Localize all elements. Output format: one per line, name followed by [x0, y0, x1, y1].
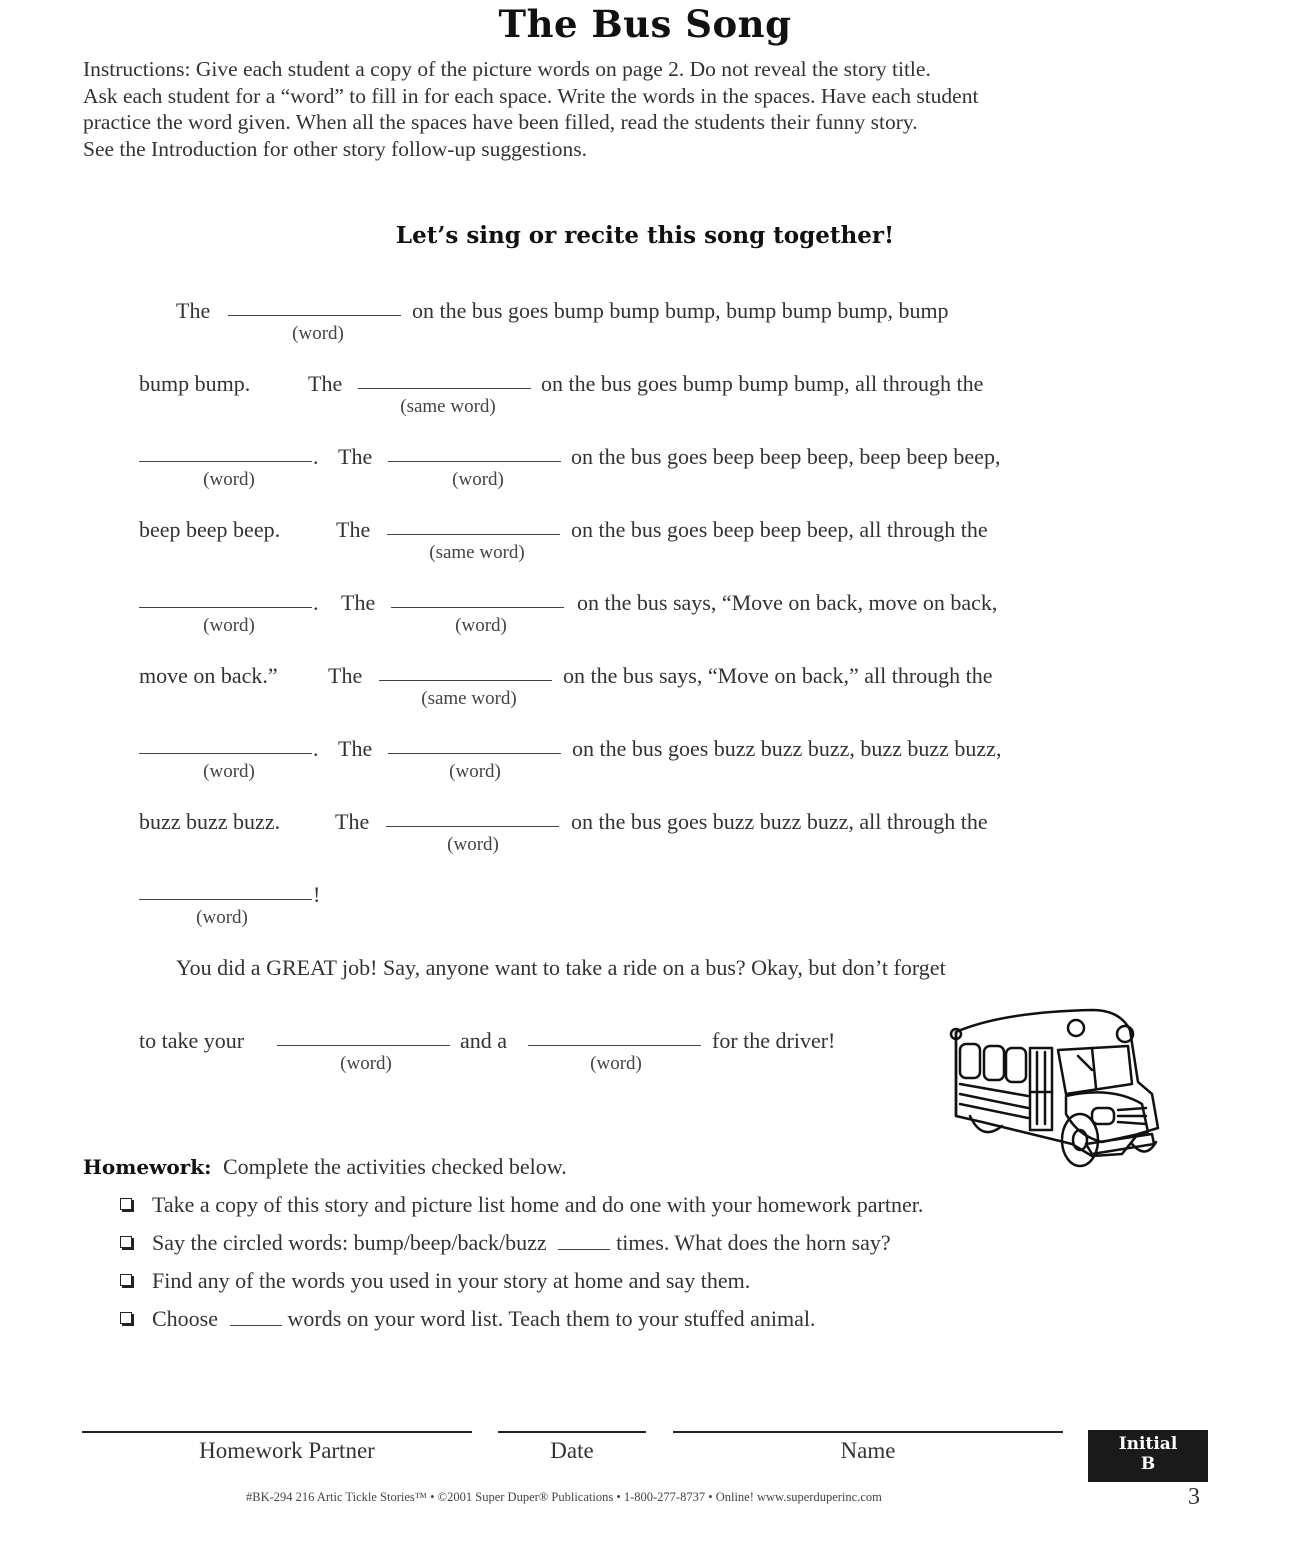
word-blank[interactable]: [387, 534, 560, 535]
homework-item: [120, 1268, 750, 1294]
instructions-line: Instructions: Give each student a copy of the picture words on page 2. Do not reveal the story title.: [83, 57, 931, 81]
homework-item-text: Choose: [152, 1306, 218, 1331]
story-text: beep beep beep.: [139, 517, 281, 542]
story-text: The: [336, 517, 371, 542]
story-text: The: [308, 371, 343, 396]
initial-badge: [1088, 1430, 1208, 1482]
partner-signature-line[interactable]: [82, 1431, 472, 1433]
word-blank[interactable]: [386, 826, 559, 827]
word-blank[interactable]: [277, 1045, 450, 1046]
story-text: on the bus says, “Move on back, move on back,: [577, 590, 998, 615]
story-text: on the bus goes bump bump bump, bump bump bump, bump: [412, 298, 949, 323]
blank-hint: (word): [452, 469, 504, 490]
date-line[interactable]: [498, 1431, 646, 1433]
homework-label: Homework:: [83, 1155, 212, 1179]
story-text: bump bump.: [139, 371, 251, 396]
story-line-5: [0, 588, 1290, 636]
blank-hint: (word): [447, 834, 499, 855]
checkbox[interactable]: [120, 1236, 132, 1248]
homework-item-text: words on your word list. Teach them to your stuffed animal.: [287, 1306, 816, 1331]
word-blank[interactable]: [379, 680, 552, 681]
song-subtitle: Let’s sing or recite this song together!: [395, 222, 895, 249]
story-text: move on back.”: [139, 663, 278, 688]
story-text: to take your: [139, 1028, 245, 1053]
blank-hint: (same word): [400, 396, 496, 417]
homework-header: [83, 1154, 567, 1180]
word-blank[interactable]: [139, 753, 312, 754]
page-title: The Bus Song: [498, 2, 792, 46]
homework-item: [120, 1306, 816, 1332]
blank-hint: (word): [340, 1053, 392, 1074]
story-text: and a: [460, 1028, 508, 1053]
story-text: The: [176, 298, 211, 323]
story-text: The: [341, 590, 376, 615]
instructions-line: Ask each student for a “word” to fill in for each space. Write the words in the spaces. Have each student: [83, 83, 979, 108]
blank-hint: (same word): [429, 542, 525, 563]
story-text: .: [313, 736, 319, 761]
blank-hint: (word): [203, 615, 255, 636]
story-text: on the bus goes beep beep beep, beep beep beep,: [571, 444, 1001, 469]
story-text: The: [338, 736, 373, 761]
story-line-7: [0, 734, 1290, 782]
instructions: [83, 56, 1223, 162]
blank-hint: (word): [203, 469, 255, 490]
story-line-6: [0, 661, 1290, 709]
story-text: on the bus goes buzz buzz buzz, buzz buzz buzz,: [572, 736, 1002, 761]
story-text: The: [328, 663, 363, 688]
name-line[interactable]: [673, 1431, 1063, 1433]
blank-hint: (word): [590, 1053, 642, 1074]
homework-item: [120, 1230, 891, 1256]
word-blank[interactable]: [528, 1045, 701, 1046]
story-text: for the driver!: [712, 1028, 836, 1053]
word-blank[interactable]: [388, 753, 561, 754]
blank-hint: (word): [203, 761, 255, 782]
story-text: .: [313, 444, 319, 469]
story-line-8: [0, 807, 1290, 855]
story-text: The: [335, 809, 370, 834]
story-text: buzz buzz buzz.: [139, 809, 281, 834]
story-text: on the bus goes buzz buzz buzz, all through the: [571, 809, 988, 834]
story-text: on the bus goes bump bump bump, all through the: [541, 371, 984, 396]
homework-item-text: Take a copy of this story and picture list home and do one with your homework partner.: [152, 1192, 924, 1217]
badge-line-1: Initial: [1118, 1434, 1178, 1454]
story-line-1: [0, 296, 1290, 344]
homework-item-text: Find any of the words you used in your story at home and say them.: [152, 1268, 751, 1293]
homework-item-text: Say the circled words: bump/beep/back/buzz: [152, 1230, 547, 1255]
instructions-line: See the Introduction for other story follow-up suggestions.: [83, 136, 587, 161]
homework-instruction: Complete the activities checked below.: [222, 1154, 567, 1179]
blank-hint: (word): [196, 907, 248, 928]
story-line-4: [0, 515, 1290, 563]
page-number: 3: [1188, 1484, 1200, 1510]
name-label: Name: [840, 1438, 896, 1463]
story-line-3: [0, 442, 1290, 490]
homework-item-text: times. What does the horn say?: [616, 1230, 891, 1255]
word-blank[interactable]: [139, 461, 312, 462]
story-text: .: [313, 590, 319, 615]
date-label: Date: [550, 1438, 594, 1463]
word-blank[interactable]: [228, 315, 401, 316]
word-blank[interactable]: [388, 461, 561, 462]
word-blank[interactable]: [139, 607, 312, 608]
story-text: !: [313, 882, 321, 907]
count-blank[interactable]: [230, 1325, 282, 1326]
word-blank[interactable]: [139, 899, 312, 900]
times-blank[interactable]: [558, 1249, 610, 1250]
partner-label: Homework Partner: [199, 1438, 375, 1463]
blank-hint: (word): [449, 761, 501, 782]
story-text: on the bus says, “Move on back,” all through the: [563, 663, 993, 688]
blank-hint: (word): [455, 615, 507, 636]
checkbox[interactable]: [120, 1274, 132, 1286]
story-text: on the bus goes beep beep beep, all through the: [571, 517, 988, 542]
blank-hint: (same word): [421, 688, 517, 709]
checkbox[interactable]: [120, 1312, 132, 1324]
story-line-10: [0, 953, 1290, 983]
story-line-9: [0, 880, 1290, 928]
blank-hint: (word): [292, 323, 344, 344]
school-bus-illustration: [942, 1004, 1168, 1176]
badge-line-2: B: [1140, 1454, 1156, 1474]
word-blank[interactable]: [358, 388, 531, 389]
instructions-line: practice the word given. When all the spaces have been filled, read the students their funny story.: [83, 110, 918, 134]
story-text: The: [338, 444, 373, 469]
footer-credits: #BK-294 216 Artic Tickle Stories™ • ©2001 Super Duper® Publications • 1-800-277-8737 • Online! www.superduperinc.com: [246, 1490, 882, 1504]
story-text: You did a GREAT job! Say, anyone want to take a ride on a bus? Okay, but don’t forget: [176, 955, 946, 980]
word-blank[interactable]: [391, 607, 564, 608]
homework-item: [120, 1192, 923, 1218]
checkbox[interactable]: [120, 1198, 132, 1210]
story-line-2: [0, 369, 1290, 417]
